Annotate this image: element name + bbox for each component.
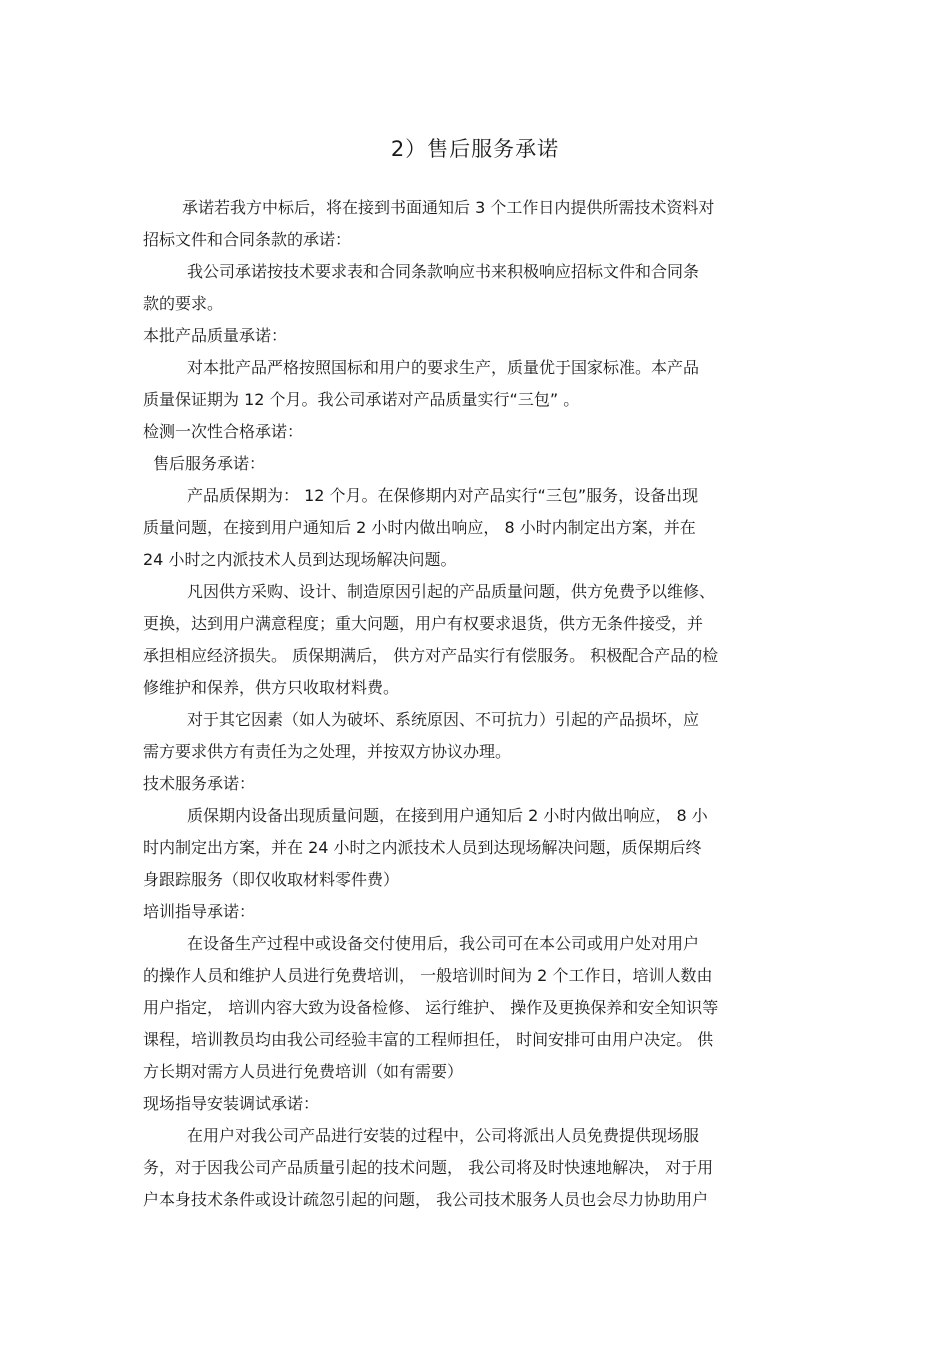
section-heading: 检测一次性合格承诺：	[143, 422, 304, 441]
page-title: 2）售后服务承诺	[390, 137, 560, 161]
paragraph-line: 需方要求供方有责任为之处理，并按双方协议办理。	[143, 742, 512, 761]
paragraph-line: 质量问题，在接到用户通知后 2 小时内做出响应， 8 小时内制定出方案，并在	[143, 518, 696, 537]
paragraph-line: 修维护和保养，供方只收取材料费。	[143, 678, 400, 697]
paragraph-line: 招标文件和合同条款的承诺：	[143, 230, 352, 249]
paragraph-line: 更换，达到用户满意程度；重大问题，用户有权要求退货，供方无条件接受，并	[143, 614, 704, 633]
paragraph-line: 时内制定出方案，并在 24 小时之内派技术人员到达现场解决问题，质保期后终	[143, 838, 702, 857]
paragraph-line: 在设备生产过程中或设备交付使用后，我公司可在本公司或用户处对用户	[187, 934, 700, 953]
paragraph-line: 质保期内设备出现质量问题，在接到用户通知后 2 小时内做出响应， 8 小	[187, 806, 708, 825]
paragraph-line: 款的要求。	[143, 294, 224, 313]
paragraph-line: 质量保证期为 12 个月。我公司承诺对产品质量实行“三包” 。	[143, 390, 580, 409]
paragraph-line: 的操作人员和维护人员进行免费培训， 一般培训时间为 2 个工作日，培训人数由	[143, 966, 713, 985]
section-heading: 技术服务承诺：	[143, 774, 256, 793]
paragraph-line: 方长期对需方人员进行免费培训（如有需要）	[143, 1062, 464, 1081]
paragraph-line: 务，对于因我公司产品质量引起的技术问题， 我公司将及时快速地解决， 对于用	[143, 1158, 714, 1177]
paragraph-line: 24 小时之内派技术人员到达现场解决问题。	[143, 550, 457, 569]
paragraph-line: 产品质保期为： 12 个月。在保修期内对产品实行“三包”服务，设备出现	[187, 486, 699, 505]
paragraph-line: 我公司承诺按技术要求表和合同条款响应书来积极响应招标文件和合同条	[187, 262, 700, 281]
section-heading: 售后服务承诺：	[153, 454, 266, 473]
section-heading: 本批产品质量承诺：	[143, 326, 288, 345]
paragraph-line: 承诺若我方中标后，将在接到书面通知后 3 个工作日内提供所需技术资料对	[182, 198, 715, 217]
section-heading: 现场指导安装调试承诺：	[143, 1094, 320, 1113]
paragraph-line: 凡因供方采购、设计、制造原因引起的产品质量问题，供方免费予以维修、	[187, 582, 716, 601]
paragraph-line: 在用户对我公司产品进行安装的过程中，公司将派出人员免费提供现场服	[187, 1126, 700, 1145]
paragraph-line: 用户指定， 培训内容大致为设备检修、 运行维护、 操作及更换保养和安全知识等	[143, 998, 719, 1017]
paragraph-line: 对本批产品严格按照国标和用户的要求生产，质量优于国家标准。本产品	[187, 358, 700, 377]
paragraph-line: 课程，培训教员均由我公司经验丰富的工程师担任， 时间安排可由用户决定。 供	[143, 1030, 714, 1049]
paragraph-line: 身跟踪服务（即仅收取材料零件费）	[143, 870, 400, 889]
paragraph-line: 对于其它因素（如人为破坏、系统原因、不可抗力）引起的产品损坏，应	[187, 710, 700, 729]
section-heading: 培训指导承诺：	[143, 902, 256, 921]
paragraph-line: 户本身技术条件或设计疏忽引起的问题， 我公司技术服务人员也会尽力协助用户	[143, 1190, 709, 1209]
paragraph-line: 承担相应经济损失。 质保期满后， 供方对产品实行有偿服务。 积极配合产品的检	[143, 646, 719, 665]
